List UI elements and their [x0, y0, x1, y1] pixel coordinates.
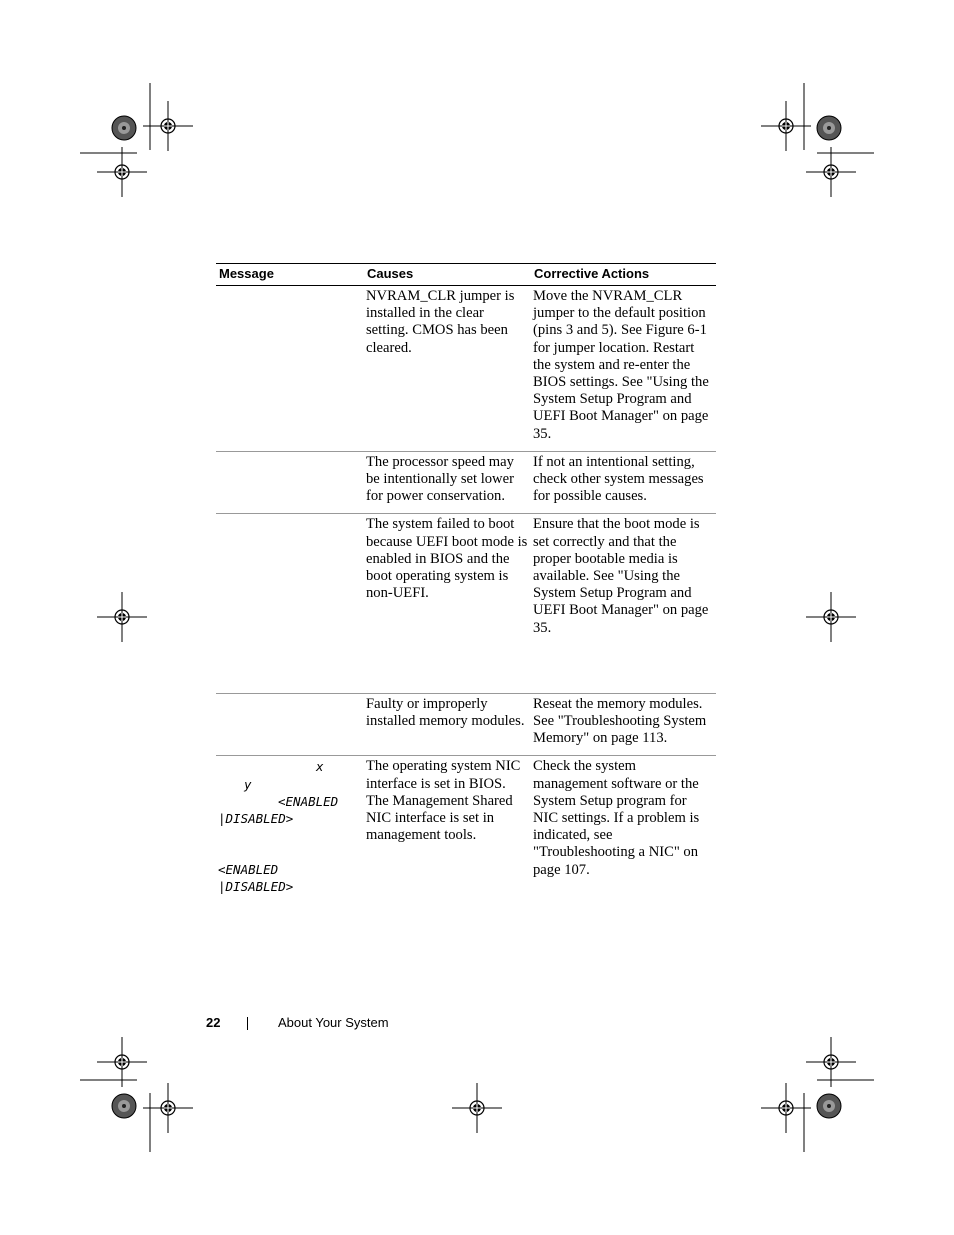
table-row: [216, 693, 716, 756]
column-header-causes: Causes: [364, 264, 531, 286]
registration-star-icon: [112, 116, 136, 140]
causes-cell: NVRAM_CLR jumper is installed in the clear setting. CMOS has been cleared.: [364, 286, 531, 452]
footer-separator: [247, 1017, 248, 1030]
registration-star-icon: [817, 1094, 841, 1118]
crosshair-icon: [806, 147, 856, 197]
message-cell: [216, 514, 364, 693]
message-cell: [216, 286, 364, 452]
system-messages-table: [216, 263, 716, 904]
registration-star-icon: [817, 116, 841, 140]
table-header-row: [216, 264, 716, 286]
crosshair-icon: [806, 592, 856, 642]
actions-cell: Move the NVRAM_CLR jumper to the default position (pins 3 and 5). See Figure 6-1 for jumper location. Restart the system and re-enter the BIOS settings. See "Using the System Setup Program and UEFI Boot Manager" on page 35.: [531, 286, 716, 452]
actions-cell: Ensure that the boot mode is set correctly and that the proper bootable media is available. See "Using the System Setup Program and UEFI Boot Manager" on page 35.: [531, 514, 716, 693]
message-variable-x: x: [316, 759, 324, 775]
message-variable-y: y: [244, 776, 252, 792]
actions-cell: Reseat the memory modules. See "Troubleshooting System Memory" on page 113.: [531, 693, 716, 756]
message-cell: [216, 756, 364, 904]
causes-cell: The processor speed may be intentionally set lower for power conservation.: [364, 451, 531, 514]
actions-cell: Check the system management software or the System Setup program for NIC settings. If a problem is indicated, see "Troubleshooting a NIC" on page 107.: [533, 758, 700, 878]
footer-section-title: About Your System: [278, 1015, 389, 1030]
causes-cell: The operating system NIC interface is set in BIOS. The Management Shared NIC interface is set in management tools.: [366, 758, 521, 844]
column-header-actions: Corrective Actions: [531, 264, 716, 286]
causes-cell: Faulty or improperly installed memory modules.: [364, 693, 531, 756]
message-disabled-token: |DISABLED>: [218, 811, 294, 827]
causes-cell: The system failed to boot because UEFI boot mode is enabled in BIOS and the boot operating system is non-UEFI.: [364, 514, 531, 693]
crosshair-icon: [97, 147, 147, 197]
table-row: [216, 451, 716, 514]
message-enabled-token: <ENABLED: [218, 862, 279, 878]
page-number: 22: [206, 1015, 221, 1030]
crosshair-icon: [452, 1083, 502, 1133]
message-cell: [216, 451, 364, 514]
registration-star-icon: [112, 1094, 136, 1118]
table-row: [216, 286, 716, 452]
column-header-message: Message: [216, 264, 364, 286]
table-row: [216, 514, 716, 693]
message-enabled-token: <ENABLED: [278, 793, 339, 809]
table-row: [216, 756, 716, 904]
message-disabled-token: |DISABLED>: [218, 879, 294, 895]
crosshair-icon: [97, 592, 147, 642]
message-cell: [216, 693, 364, 756]
actions-cell: If not an intentional setting, check other system messages for possible causes.: [531, 451, 716, 514]
